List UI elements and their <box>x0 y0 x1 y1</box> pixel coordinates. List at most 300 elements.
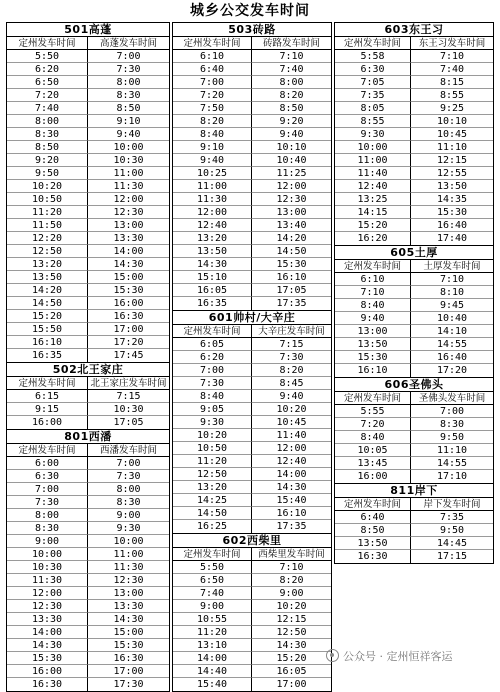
time-cell-village: 13:40 <box>252 219 331 232</box>
time-cell-village: 7:30 <box>252 351 331 364</box>
time-cell-city: 11:30 <box>173 193 252 206</box>
time-cell-city: 7:10 <box>335 286 411 299</box>
time-cell-village: 10:30 <box>88 154 169 167</box>
time-cell-village: 16:40 <box>411 351 493 364</box>
time-cell-city: 15:30 <box>7 652 88 665</box>
time-cell-village: 7:35 <box>411 511 493 524</box>
time-cell-village: 12:00 <box>252 180 331 193</box>
time-cell-city: 16:20 <box>335 232 411 245</box>
time-cell-city: 14:00 <box>173 652 252 665</box>
time-cell-village: 7:00 <box>88 457 169 470</box>
page-title: 城乡公交发车时间 <box>190 3 310 19</box>
time-cell-city: 12:40 <box>173 219 252 232</box>
time-cell-city: 6:10 <box>173 50 252 63</box>
time-cell-village: 15:40 <box>252 494 331 507</box>
watermark-name: 定州恒祥客运 <box>386 650 453 663</box>
time-cell-village: 17:05 <box>252 284 331 297</box>
table-header <box>335 260 493 273</box>
table-row <box>7 206 169 219</box>
time-cell-city: 10:30 <box>7 561 88 574</box>
time-cell-village: 13:00 <box>252 206 331 219</box>
time-cell-city: 16:00 <box>7 665 88 678</box>
table-row <box>173 455 331 468</box>
time-cell-city: 14:00 <box>7 626 88 639</box>
table-row <box>173 626 331 639</box>
time-cell-village: 14:30 <box>88 613 169 626</box>
time-cell-village: 12:15 <box>252 613 331 626</box>
time-cell-city: 15:10 <box>173 271 252 284</box>
time-cell-village: 7:15 <box>88 390 169 403</box>
time-cell-village: 16:00 <box>88 297 169 310</box>
time-cell-village: 12:30 <box>88 206 169 219</box>
table-row <box>7 180 169 193</box>
time-cell-village: 14:10 <box>411 325 493 338</box>
time-cell-city: 12:50 <box>7 245 88 258</box>
time-cell-city: 16:05 <box>173 284 252 297</box>
time-cell-city: 12:20 <box>7 232 88 245</box>
time-cell-village: 7:00 <box>88 50 169 63</box>
time-cell-city: 8:30 <box>7 128 88 141</box>
time-cell-city: 6:50 <box>7 76 88 89</box>
time-cell-city: 14:30 <box>7 639 88 652</box>
table-row <box>7 115 169 128</box>
time-cell-city: 11:20 <box>7 206 88 219</box>
table-row <box>7 245 169 258</box>
header-depart-village: 大辛庄发车时间 <box>252 325 331 338</box>
table-row <box>335 299 493 312</box>
time-cell-village: 17:35 <box>276 298 307 309</box>
time-cell-village: 7:10 <box>252 50 331 63</box>
time-cell-village: 8:30 <box>88 496 169 509</box>
time-cell-city: 6:05 <box>173 338 252 351</box>
time-cell-village: 8:30 <box>88 89 169 102</box>
time-cell-city: 15:30 <box>335 351 411 364</box>
table-row <box>173 50 331 63</box>
time-cell-village: 7:40 <box>411 63 493 76</box>
time-cell-city: 8:50 <box>335 524 411 537</box>
table-row <box>7 390 169 403</box>
time-cell-village: 10:10 <box>252 141 331 154</box>
time-cell-village: 17:30 <box>113 679 144 690</box>
time-cell-city: 11:30 <box>7 574 88 587</box>
route-title: 801西潘 <box>7 430 169 444</box>
time-cell-village: 10:00 <box>88 141 169 154</box>
route-title: 601帅村/大辛庄 <box>173 311 331 325</box>
header-depart-village: 西柴里发车时间 <box>252 548 331 561</box>
time-cell-city: 10:00 <box>7 548 88 561</box>
table-row <box>173 297 331 310</box>
table-header <box>173 325 331 338</box>
time-cell-city: 11:50 <box>7 219 88 232</box>
table-row <box>335 364 493 377</box>
route-603-table <box>334 22 494 246</box>
time-cell-village: 7:30 <box>88 470 169 483</box>
table-row <box>173 167 331 180</box>
schedule-column-right <box>334 22 494 564</box>
table-row <box>173 377 331 390</box>
time-cell-city: 14:50 <box>173 507 252 520</box>
table-row <box>335 141 493 154</box>
time-cell-city: 10:25 <box>173 167 252 180</box>
time-cell-village: 7:10 <box>411 50 493 63</box>
time-cell-city: 9:20 <box>7 154 88 167</box>
time-cell-city: 8:20 <box>173 115 252 128</box>
header-depart-village: 岸下发车时间 <box>411 498 493 511</box>
time-cell-city: 14:30 <box>173 258 252 271</box>
time-cell-village: 17:00 <box>276 679 307 690</box>
time-cell-village: 16:10 <box>252 507 331 520</box>
table-row <box>173 442 331 455</box>
time-cell-village: 9:40 <box>252 390 331 403</box>
route-606-table <box>334 378 494 484</box>
time-cell-village: 14:30 <box>252 481 331 494</box>
time-cell-city: 11:00 <box>335 154 411 167</box>
time-cell-village: 14:55 <box>411 338 493 351</box>
time-cell-village: 7:00 <box>411 405 493 418</box>
table-row <box>7 561 169 574</box>
time-cell-city: 7:20 <box>7 89 88 102</box>
time-cell-city: 7:00 <box>173 364 252 377</box>
table-row <box>7 219 169 232</box>
time-cell-village: 12:00 <box>252 442 331 455</box>
time-cell-city: 16:10 <box>335 364 411 377</box>
time-cell-city: 13:45 <box>335 457 411 470</box>
table-row <box>7 639 169 652</box>
table-header <box>173 548 331 561</box>
route-605-table <box>334 246 494 378</box>
time-cell-city: 11:20 <box>173 455 252 468</box>
table-row <box>7 310 169 323</box>
time-cell-city: 10:55 <box>173 613 252 626</box>
time-cell-village: 8:20 <box>252 89 331 102</box>
time-cell-village: 11:10 <box>411 141 493 154</box>
table-row <box>7 652 169 665</box>
header-depart-city: 定州发车时间 <box>173 325 252 338</box>
table-row <box>173 245 331 258</box>
table-row <box>173 390 331 403</box>
header-depart-village: 北王家庄发车时间 <box>88 377 169 390</box>
time-cell-village: 13:00 <box>88 219 169 232</box>
time-cell-city: 5:50 <box>173 561 252 574</box>
table-row <box>173 639 331 652</box>
table-row <box>173 364 331 377</box>
time-cell-village: 7:10 <box>252 561 331 574</box>
time-cell-village: 12:50 <box>252 626 331 639</box>
time-cell-city: 14:15 <box>335 206 411 219</box>
table-row <box>335 444 493 457</box>
table-row <box>173 76 331 89</box>
table-row <box>173 128 331 141</box>
table-row <box>7 535 169 548</box>
time-cell-city: 9:10 <box>173 141 252 154</box>
time-cell-city: 7:05 <box>335 76 411 89</box>
table-row <box>335 325 493 338</box>
time-cell-village: 17:15 <box>436 551 468 562</box>
time-cell-city: 9:30 <box>335 128 411 141</box>
time-cell-village: 7:15 <box>252 338 331 351</box>
schedule-column-left <box>6 22 170 692</box>
time-cell-city: 5:50 <box>7 50 88 63</box>
table-row <box>173 351 331 364</box>
table-row <box>173 115 331 128</box>
time-cell-village: 14:00 <box>252 468 331 481</box>
header-depart-city: 定州发车时间 <box>7 37 88 50</box>
time-cell-city: 14:25 <box>173 494 252 507</box>
table-row <box>7 271 169 284</box>
time-cell-village: 12:40 <box>252 455 331 468</box>
time-cell-village: 8:00 <box>88 483 169 496</box>
table-row <box>173 600 331 613</box>
header-depart-city: 定州发车时间 <box>335 392 411 405</box>
time-cell-city: 6:00 <box>7 457 88 470</box>
table-row <box>7 89 169 102</box>
time-cell-city: 12:30 <box>7 600 88 613</box>
table-row <box>7 128 169 141</box>
header-depart-city: 定州发车时间 <box>173 548 252 561</box>
table-row <box>335 206 493 219</box>
table-row <box>7 258 169 271</box>
time-cell-city: 6:30 <box>7 470 88 483</box>
header-depart-city: 定州发车时间 <box>7 444 88 457</box>
time-cell-village: 10:00 <box>88 535 169 548</box>
table-row <box>335 167 493 180</box>
time-cell-city: 16:25 <box>173 520 252 533</box>
time-cell-village: 9:50 <box>411 524 493 537</box>
time-cell-village: 17:35 <box>276 521 307 532</box>
table-row <box>173 468 331 481</box>
table-row <box>7 76 169 89</box>
time-cell-village: 9:00 <box>88 509 169 522</box>
time-cell-city: 13:30 <box>7 613 88 626</box>
time-cell-village: 17:00 <box>88 323 169 336</box>
table-row <box>173 180 331 193</box>
time-cell-village: 12:30 <box>252 193 331 206</box>
table-row <box>173 481 331 494</box>
table-row <box>335 154 493 167</box>
time-cell-city: 7:30 <box>173 377 252 390</box>
time-cell-city: 12:50 <box>173 468 252 481</box>
time-cell-village: 17:20 <box>436 365 468 376</box>
time-cell-city: 8:00 <box>7 115 88 128</box>
table-header <box>335 392 493 405</box>
time-cell-city: 11:00 <box>173 180 252 193</box>
route-title: 606圣佛头 <box>335 378 493 392</box>
time-cell-village: 15:20 <box>252 652 331 665</box>
time-cell-city: 12:40 <box>335 180 411 193</box>
time-cell-village: 15:30 <box>252 258 331 271</box>
time-cell-village: 8:00 <box>88 76 169 89</box>
table-row <box>173 587 331 600</box>
time-cell-village: 16:05 <box>252 665 331 678</box>
time-cell-city: 15:20 <box>7 310 88 323</box>
time-cell-city: 14:20 <box>7 284 88 297</box>
time-cell-city: 13:50 <box>335 537 411 550</box>
time-cell-city: 10:50 <box>173 442 252 455</box>
table-row <box>7 548 169 561</box>
time-cell-city: 9:05 <box>173 403 252 416</box>
time-cell-village: 11:30 <box>88 561 169 574</box>
table-row <box>335 550 493 563</box>
table-row <box>7 600 169 613</box>
time-cell-village: 15:30 <box>88 284 169 297</box>
table-header <box>335 37 493 50</box>
table-row <box>173 416 331 429</box>
time-cell-city: 10:00 <box>335 141 411 154</box>
time-cell-city: 6:30 <box>335 63 411 76</box>
time-cell-village: 8:10 <box>411 286 493 299</box>
time-cell-city: 13:25 <box>335 193 411 206</box>
table-row <box>173 102 331 115</box>
time-cell-village: 11:25 <box>252 167 331 180</box>
table-row <box>7 336 169 349</box>
table-row <box>173 429 331 442</box>
time-cell-village: 12:15 <box>411 154 493 167</box>
schedule-column-middle <box>172 22 332 692</box>
table-row <box>173 665 331 678</box>
time-cell-city: 9:40 <box>335 312 411 325</box>
wechat-official-account-icon <box>326 649 339 662</box>
time-cell-city: 9:00 <box>7 535 88 548</box>
time-cell-city: 9:00 <box>173 600 252 613</box>
table-row <box>335 431 493 444</box>
time-cell-village: 10:20 <box>252 600 331 613</box>
table-row <box>335 418 493 431</box>
table-row <box>173 520 331 533</box>
time-cell-city: 11:20 <box>173 626 252 639</box>
time-cell-village: 13:30 <box>88 600 169 613</box>
time-cell-village: 13:00 <box>88 587 169 600</box>
time-cell-village: 9:45 <box>411 299 493 312</box>
table-row <box>173 154 331 167</box>
table-row <box>7 297 169 310</box>
time-cell-city: 12:00 <box>7 587 88 600</box>
time-cell-village: 12:30 <box>88 574 169 587</box>
time-cell-village: 14:35 <box>411 193 493 206</box>
route-title: 503砖路 <box>173 23 331 37</box>
time-cell-village: 9:30 <box>88 522 169 535</box>
table-row <box>173 89 331 102</box>
time-cell-city: 6:15 <box>7 390 88 403</box>
table-row <box>173 338 331 351</box>
time-cell-city: 16:35 <box>7 349 88 362</box>
watermark-prefix: 公众号 · <box>343 650 387 663</box>
table-row <box>173 507 331 520</box>
table-row <box>7 457 169 470</box>
time-cell-city: 13:50 <box>335 338 411 351</box>
table-row <box>335 286 493 299</box>
table-row <box>173 403 331 416</box>
table-row <box>173 219 331 232</box>
time-cell-village: 11:00 <box>88 548 169 561</box>
table-row <box>7 193 169 206</box>
table-row <box>7 167 169 180</box>
time-cell-village: 12:00 <box>88 193 169 206</box>
time-cell-village: 16:30 <box>88 652 169 665</box>
time-cell-village: 7:40 <box>252 63 331 76</box>
time-cell-city: 13:50 <box>7 271 88 284</box>
table-row <box>173 284 331 297</box>
time-cell-city: 6:50 <box>173 574 252 587</box>
table-row <box>7 470 169 483</box>
time-cell-city: 16:00 <box>7 416 88 429</box>
time-cell-village: 8:50 <box>88 102 169 115</box>
table-row <box>7 232 169 245</box>
time-cell-city: 10:50 <box>7 193 88 206</box>
header-depart-city: 定州发车时间 <box>335 498 411 511</box>
time-cell-village: 17:05 <box>113 417 144 428</box>
time-cell-city: 16:35 <box>173 297 252 310</box>
time-cell-village: 9:20 <box>252 115 331 128</box>
time-cell-city: 6:40 <box>335 511 411 524</box>
table-row <box>173 193 331 206</box>
time-cell-city: 8:50 <box>7 141 88 154</box>
time-cell-village: 17:00 <box>88 665 169 678</box>
table-row <box>7 403 169 416</box>
time-cell-city: 7:00 <box>7 483 88 496</box>
time-cell-city: 5:58 <box>335 50 411 63</box>
time-cell-village: 11:00 <box>88 167 169 180</box>
time-cell-city: 15:40 <box>173 678 252 691</box>
table-row <box>335 511 493 524</box>
time-cell-city: 8:30 <box>7 522 88 535</box>
time-cell-city: 16:30 <box>335 550 411 563</box>
route-title: 602西柴里 <box>173 534 331 548</box>
time-cell-city: 8:05 <box>335 102 411 115</box>
time-cell-city: 7:30 <box>7 496 88 509</box>
time-cell-city: 8:40 <box>335 431 411 444</box>
table-row <box>335 470 493 483</box>
time-cell-village: 9:50 <box>411 431 493 444</box>
table-row <box>7 102 169 115</box>
table-row <box>7 416 169 429</box>
table-row <box>335 50 493 63</box>
table-row <box>7 574 169 587</box>
time-cell-city: 16:10 <box>7 336 88 349</box>
table-row <box>335 219 493 232</box>
table-row <box>335 537 493 550</box>
table-row <box>173 613 331 626</box>
time-cell-village: 8:20 <box>252 574 331 587</box>
header-depart-city: 定州发车时间 <box>173 37 252 50</box>
table-row <box>173 574 331 587</box>
time-cell-village: 8:00 <box>252 76 331 89</box>
route-601-table <box>172 311 332 534</box>
time-cell-city: 10:05 <box>335 444 411 457</box>
time-cell-city: 6:20 <box>173 351 252 364</box>
time-cell-village: 16:40 <box>411 219 493 232</box>
table-row <box>173 141 331 154</box>
table-row <box>7 678 169 691</box>
time-cell-village: 9:00 <box>252 587 331 600</box>
time-cell-village: 14:00 <box>88 245 169 258</box>
table-row <box>7 349 169 362</box>
table-header <box>335 498 493 511</box>
time-cell-city: 5:55 <box>335 405 411 418</box>
time-cell-village: 9:10 <box>88 115 169 128</box>
table-row <box>173 678 331 691</box>
table-row <box>335 312 493 325</box>
route-602-table <box>172 534 332 692</box>
time-cell-village: 16:10 <box>252 271 331 284</box>
time-cell-city: 8:55 <box>335 115 411 128</box>
time-cell-village: 7:30 <box>88 63 169 76</box>
time-cell-city: 7:35 <box>335 89 411 102</box>
table-row <box>7 509 169 522</box>
table-header <box>7 444 169 457</box>
route-title: 605土厚 <box>335 246 493 260</box>
table-row <box>335 351 493 364</box>
time-cell-village: 10:10 <box>411 115 493 128</box>
